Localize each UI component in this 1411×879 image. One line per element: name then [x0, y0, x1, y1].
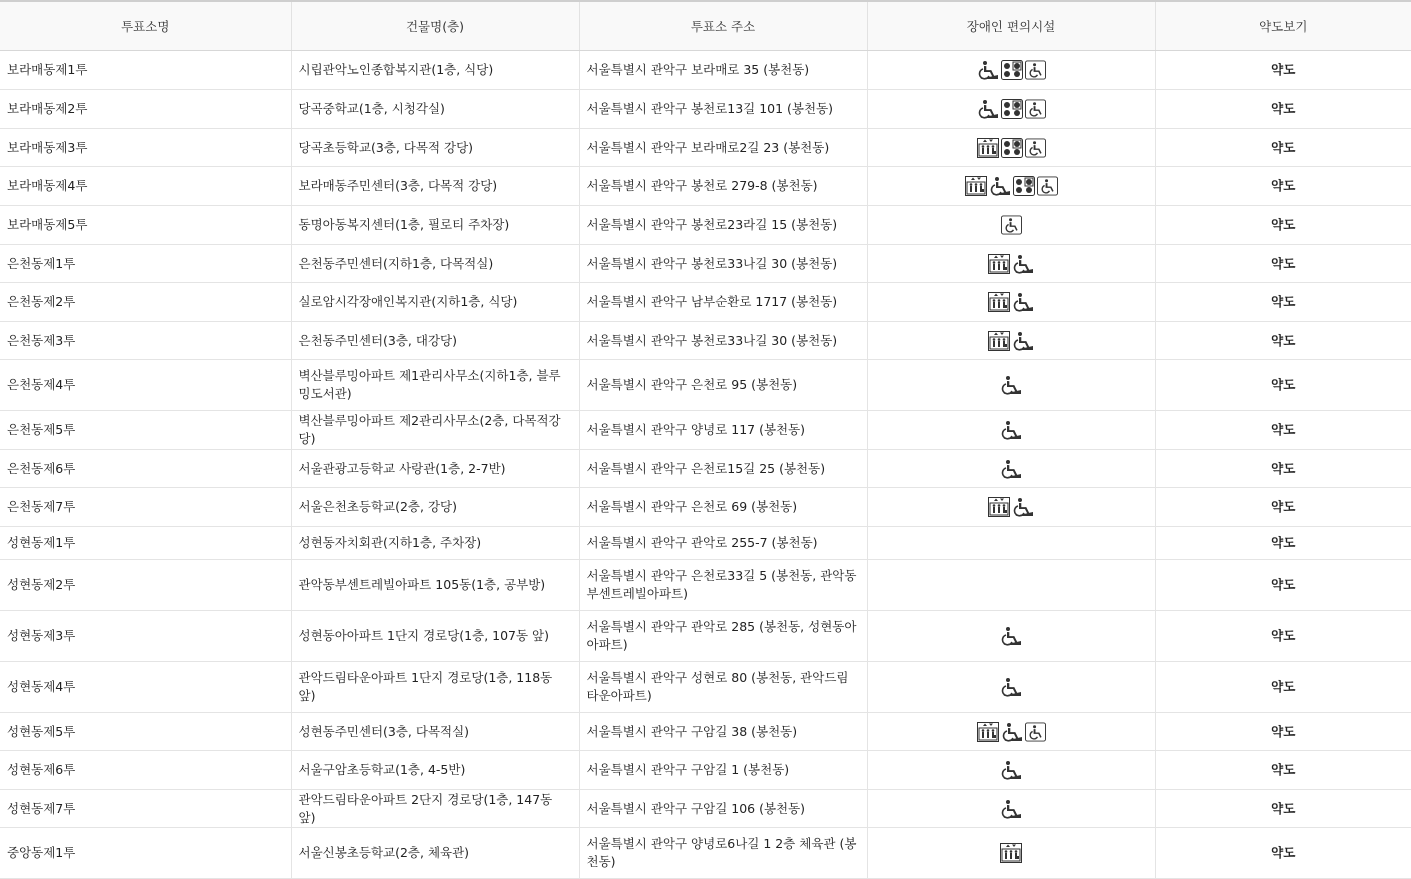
building-cell: 서울관광고등학교 사랑관(1층, 2-7반) — [291, 450, 579, 488]
map-link[interactable]: 약도 — [1271, 332, 1296, 348]
address-cell: 서울특별시 관악구 관악로 255-7 (봉천동) — [579, 527, 867, 560]
building-cell: 성현동아아파트 1단지 경로당(1층, 107동 앞) — [291, 611, 579, 662]
table-row — [0, 167, 1411, 206]
building-cell: 시립관악노인종합복지관(1층, 식당) — [291, 51, 579, 90]
station-name-cell: 은천동제4투 — [0, 360, 291, 411]
station-name-cell: 성현동제2투 — [0, 560, 291, 611]
table-row — [0, 411, 1411, 450]
table-body — [0, 51, 1411, 879]
map-link[interactable]: 약도 — [1271, 577, 1296, 592]
facility-icons — [1000, 459, 1022, 479]
header-facility: 장애인 편의시설 — [867, 1, 1155, 51]
map-link[interactable]: 약도 — [1271, 217, 1296, 232]
header-address: 투표소 주소 — [579, 1, 867, 51]
facility-cell — [867, 527, 1155, 560]
facility-icons — [1000, 843, 1022, 863]
map-cell — [1155, 90, 1411, 129]
map-link[interactable]: 약도 — [1271, 762, 1296, 777]
facility-icons — [1000, 677, 1022, 697]
map-link[interactable]: 약도 — [1271, 62, 1296, 77]
station-name-cell: 은천동제2투 — [0, 283, 291, 322]
facility-cell — [867, 488, 1155, 527]
address-cell: 서울특별시 관악구 봉천로 279-8 (봉천동) — [579, 167, 867, 206]
address-cell: 서울특별시 관악구 관악로 285 (봉천동, 성현동아아파트) — [579, 611, 867, 662]
address-cell: 서울특별시 관악구 구암길 1 (봉천동) — [579, 751, 867, 790]
station-name-cell: 성현동제3투 — [0, 611, 291, 662]
facility-cell — [867, 129, 1155, 167]
building-cell: 은천동주민센터(지하1층, 다목적실) — [291, 245, 579, 283]
map-cell — [1155, 828, 1411, 879]
map-link[interactable]: 약도 — [1271, 628, 1296, 643]
building-cell: 실로암시각장애인복지관(지하1층, 식당) — [291, 283, 579, 322]
address-cell: 서울특별시 관악구 보라매로 35 (봉천동) — [579, 51, 867, 90]
elevator-icon — [965, 176, 987, 196]
table-row — [0, 90, 1411, 129]
facility-cell — [867, 322, 1155, 360]
elevator-icon — [988, 497, 1010, 517]
station-name-cell: 중앙동제1투 — [0, 828, 291, 879]
building-cell: 서울구암초등학교(1층, 4-5반) — [291, 751, 579, 790]
facility-cell — [867, 828, 1155, 879]
address-cell: 서울특별시 관악구 양녕로6나길 1 2층 체육관 (봉천동) — [579, 828, 867, 879]
wheelchair-ramp-icon — [1000, 799, 1022, 819]
map-cell — [1155, 206, 1411, 245]
station-name-cell: 은천동제3투 — [0, 322, 291, 360]
address-cell: 서울특별시 관악구 구암길 38 (봉천동) — [579, 713, 867, 751]
table-row — [0, 611, 1411, 662]
elevator-icon — [988, 292, 1010, 312]
address-cell: 서울특별시 관악구 봉천로33나길 30 (봉천동) — [579, 245, 867, 283]
table-row — [0, 828, 1411, 879]
address-cell: 서울특별시 관악구 은천로 69 (봉천동) — [579, 488, 867, 527]
station-name-cell: 은천동제6투 — [0, 450, 291, 488]
address-cell: 서울특별시 관악구 봉천로33나길 30 (봉천동) — [579, 322, 867, 360]
map-cell — [1155, 611, 1411, 662]
building-cell: 관악드림타운아파트 1단지 경로당(1층, 118동 앞) — [291, 662, 579, 713]
map-cell — [1155, 527, 1411, 560]
braille-guide-icon — [1001, 99, 1023, 119]
facility-cell — [867, 51, 1155, 90]
building-cell: 관악드림타운아파트 2단지 경로당(1층, 147동 앞) — [291, 790, 579, 828]
table-row — [0, 790, 1411, 828]
accessible-restroom-icon — [1025, 99, 1046, 119]
map-cell — [1155, 167, 1411, 206]
map-link[interactable]: 약도 — [1271, 460, 1296, 476]
map-cell — [1155, 560, 1411, 611]
wheelchair-ramp-icon — [1012, 292, 1034, 312]
address-cell: 서울특별시 관악구 구암길 106 (봉천동) — [579, 790, 867, 828]
map-link[interactable]: 약도 — [1271, 800, 1296, 816]
map-link[interactable]: 약도 — [1271, 422, 1296, 437]
accessible-restroom-icon — [1025, 138, 1046, 158]
address-cell: 서울특별시 관악구 은천로 95 (봉천동) — [579, 360, 867, 411]
map-link[interactable]: 약도 — [1271, 101, 1296, 116]
facility-cell — [867, 611, 1155, 662]
facility-cell — [867, 790, 1155, 828]
station-name-cell: 은천동제1투 — [0, 245, 291, 283]
map-cell — [1155, 322, 1411, 360]
facility-cell — [867, 411, 1155, 450]
building-cell: 서울신봉초등학교(2층, 체육관) — [291, 828, 579, 879]
address-cell: 서울특별시 관악구 보라매로2길 23 (봉천동) — [579, 129, 867, 167]
building-cell: 벽산블루밍아파트 제2관리사무소(2층, 다목적강당) — [291, 411, 579, 450]
station-name-cell: 보라매동제5투 — [0, 206, 291, 245]
facility-icons — [1001, 215, 1022, 235]
table-row — [0, 527, 1411, 560]
table-row — [0, 283, 1411, 322]
facility-cell — [867, 713, 1155, 751]
station-name-cell: 보라매동제2투 — [0, 90, 291, 129]
station-name-cell: 보라매동제1투 — [0, 51, 291, 90]
wheelchair-ramp-icon — [1000, 760, 1022, 780]
accessible-restroom-icon — [1025, 60, 1046, 80]
elevator-icon — [977, 138, 999, 158]
table-row — [0, 450, 1411, 488]
building-cell: 성현동자치회관(지하1층, 주차장) — [291, 527, 579, 560]
building-cell: 동명아동복지센터(1층, 필로티 주차장) — [291, 206, 579, 245]
table-header-row — [0, 1, 1411, 51]
wheelchair-ramp-icon — [989, 176, 1011, 196]
elevator-icon — [977, 722, 999, 742]
building-cell: 성현동주민센터(3층, 다목적실) — [291, 713, 579, 751]
building-cell: 은천동주민센터(3층, 대강당) — [291, 322, 579, 360]
map-cell — [1155, 129, 1411, 167]
table-row — [0, 560, 1411, 611]
address-cell: 서울특별시 관악구 봉천로23라길 15 (봉천동) — [579, 206, 867, 245]
wheelchair-ramp-icon — [1000, 420, 1022, 440]
wheelchair-ramp-icon — [1001, 722, 1023, 742]
map-link[interactable]: 약도 — [1271, 294, 1296, 309]
map-cell — [1155, 713, 1411, 751]
facility-icons — [977, 99, 1046, 119]
table-row — [0, 662, 1411, 713]
facility-icons — [988, 497, 1034, 517]
facility-cell — [867, 167, 1155, 206]
accessible-restroom-icon — [1037, 176, 1058, 196]
table-row — [0, 360, 1411, 411]
address-cell: 서울특별시 관악구 남부순환로 1717 (봉천동) — [579, 283, 867, 322]
map-cell — [1155, 751, 1411, 790]
table-row — [0, 713, 1411, 751]
facility-icons — [988, 292, 1034, 312]
facility-icons — [1000, 420, 1022, 440]
table-row — [0, 488, 1411, 527]
facility-cell — [867, 360, 1155, 411]
building-cell: 당곡중학교(1층, 시청각실) — [291, 90, 579, 129]
table-row — [0, 206, 1411, 245]
map-link[interactable]: 약도 — [1271, 845, 1296, 860]
map-link[interactable]: 약도 — [1271, 499, 1296, 514]
wheelchair-ramp-icon — [1012, 331, 1034, 351]
map-link[interactable]: 약도 — [1271, 723, 1296, 739]
building-cell: 보라매동주민센터(3층, 다목적 강당) — [291, 167, 579, 206]
braille-guide-icon — [1001, 138, 1023, 158]
map-link[interactable]: 약도 — [1271, 139, 1296, 155]
table-row — [0, 322, 1411, 360]
station-name-cell: 보라매동제3투 — [0, 129, 291, 167]
facility-icons — [1000, 375, 1022, 395]
facility-cell — [867, 662, 1155, 713]
header-building: 건물명(층) — [291, 1, 579, 51]
map-cell — [1155, 450, 1411, 488]
facility-cell — [867, 560, 1155, 611]
wheelchair-ramp-icon — [977, 99, 999, 119]
map-link[interactable]: 약도 — [1271, 377, 1296, 392]
braille-guide-icon — [1001, 60, 1023, 80]
station-name-cell: 성현동제7투 — [0, 790, 291, 828]
facility-icons — [977, 60, 1046, 80]
station-name-cell: 성현동제5투 — [0, 713, 291, 751]
header-station: 투표소명 — [0, 1, 291, 51]
facility-icons — [1000, 799, 1022, 819]
station-name-cell: 성현동제4투 — [0, 662, 291, 713]
facility-icons — [1000, 760, 1022, 780]
map-cell — [1155, 245, 1411, 283]
wheelchair-ramp-icon — [1012, 254, 1034, 274]
wheelchair-ramp-icon — [1000, 375, 1022, 395]
facility-cell — [867, 245, 1155, 283]
building-cell: 벽산블루밍아파트 제1관리사무소(지하1층, 블루밍도서관) — [291, 360, 579, 411]
map-cell — [1155, 411, 1411, 450]
accessible-restroom-icon — [1025, 722, 1046, 742]
accessible-restroom-icon — [1001, 215, 1022, 235]
wheelchair-ramp-icon — [1000, 626, 1022, 646]
station-name-cell: 은천동제7투 — [0, 488, 291, 527]
map-cell — [1155, 488, 1411, 527]
facility-icons — [965, 176, 1058, 196]
facility-icons — [988, 254, 1034, 274]
map-link[interactable]: 약도 — [1271, 679, 1296, 694]
facility-cell — [867, 450, 1155, 488]
elevator-icon — [988, 254, 1010, 274]
facility-icons — [988, 331, 1034, 351]
map-cell — [1155, 662, 1411, 713]
map-cell — [1155, 283, 1411, 322]
map-cell — [1155, 790, 1411, 828]
map-link[interactable]: 약도 — [1271, 535, 1296, 550]
table-row — [0, 129, 1411, 167]
braille-guide-icon — [1013, 176, 1035, 196]
table-row — [0, 245, 1411, 283]
table-row — [0, 751, 1411, 790]
wheelchair-ramp-icon — [1012, 497, 1034, 517]
wheelchair-ramp-icon — [977, 60, 999, 80]
wheelchair-ramp-icon — [1000, 459, 1022, 479]
facility-icons — [1000, 626, 1022, 646]
map-cell — [1155, 360, 1411, 411]
facility-cell — [867, 206, 1155, 245]
station-name-cell: 성현동제1투 — [0, 527, 291, 560]
facility-cell — [867, 751, 1155, 790]
facility-icons — [977, 138, 1046, 158]
map-link[interactable]: 약도 — [1271, 178, 1296, 193]
building-cell: 서울은천초등학교(2층, 강당) — [291, 488, 579, 527]
address-cell: 서울특별시 관악구 성현로 80 (봉천동, 관악드림타운아파트) — [579, 662, 867, 713]
station-name-cell: 성현동제6투 — [0, 751, 291, 790]
wheelchair-ramp-icon — [1000, 677, 1022, 697]
address-cell: 서울특별시 관악구 양녕로 117 (봉천동) — [579, 411, 867, 450]
address-cell: 서울특별시 관악구 은천로33길 5 (봉천동, 관악동부센트레빌아파트) — [579, 560, 867, 611]
facility-cell — [867, 90, 1155, 129]
facility-icons — [977, 722, 1046, 742]
table-row — [0, 51, 1411, 90]
address-cell: 서울특별시 관악구 은천로15길 25 (봉천동) — [579, 450, 867, 488]
facility-cell — [867, 283, 1155, 322]
elevator-icon — [1000, 843, 1022, 863]
map-cell — [1155, 51, 1411, 90]
header-map: 약도보기 — [1155, 1, 1411, 51]
address-cell: 서울특별시 관악구 봉천로13길 101 (봉천동) — [579, 90, 867, 129]
map-link[interactable]: 약도 — [1271, 255, 1296, 271]
station-name-cell: 보라매동제4투 — [0, 167, 291, 206]
station-name-cell: 은천동제5투 — [0, 411, 291, 450]
building-cell: 관악동부센트레빌아파트 105동(1층, 공부방) — [291, 560, 579, 611]
building-cell: 당곡초등학교(3층, 다목적 강당) — [291, 129, 579, 167]
elevator-icon — [988, 331, 1010, 351]
